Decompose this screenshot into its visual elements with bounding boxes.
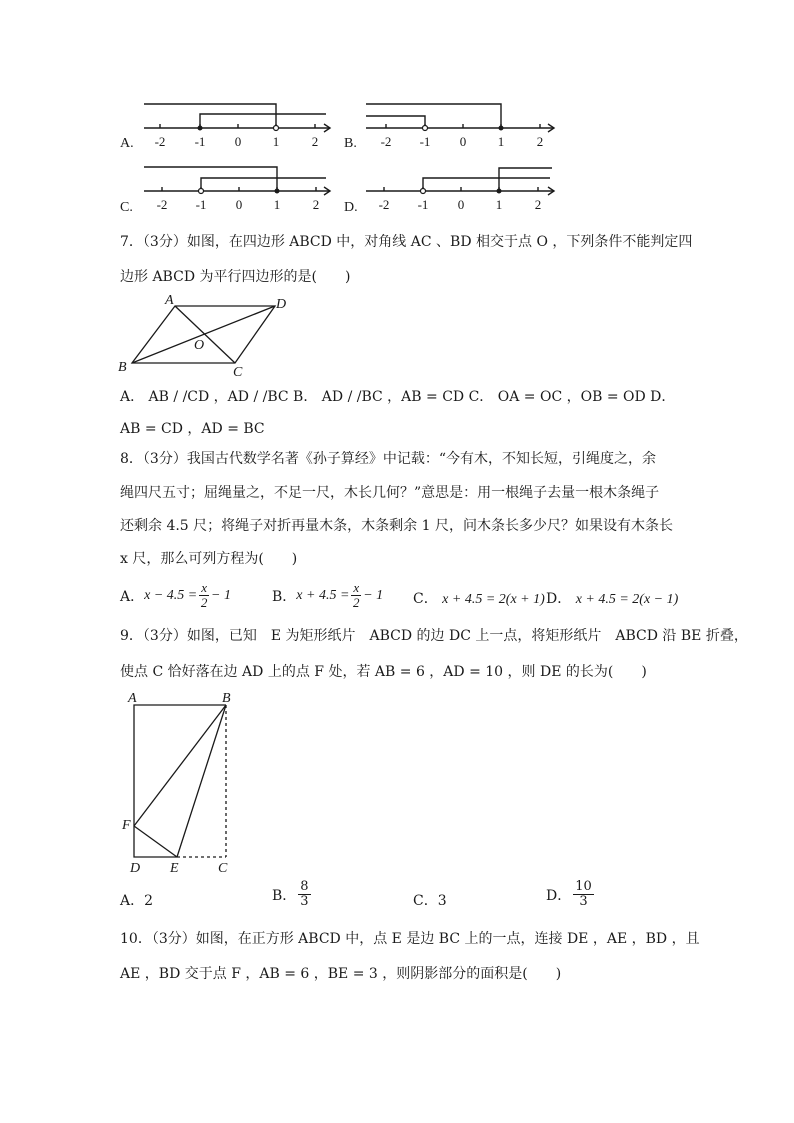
q6b-tick: 2 <box>536 134 544 149</box>
q8-option-a <box>120 581 231 610</box>
q6a-tick: 2 <box>311 134 319 149</box>
q9-rectangle-fold-figure <box>118 690 243 876</box>
q6-option-b-numberline <box>362 98 562 153</box>
q8-option-b-fraction: $\frac{x}{2}$ <box>353 580 360 610</box>
q8-option-a-post: − 1 <box>211 587 231 603</box>
q7-label-o: O <box>194 338 205 353</box>
q6b-tick: -1 <box>419 134 431 149</box>
q8-option-b-label: B． <box>272 588 297 605</box>
q9-option-a-label: A． <box>120 893 145 909</box>
q9-stem-line1: 9．（3分）如图，已知 E 为矩形纸片 ABCD 的边 DC 上一点，将矩形纸片 ABCD 沿 BE 折叠， <box>120 628 748 644</box>
q10-stem-line1: 10．（3分）如图，在正方形 ABCD 中，点 E 是边 BC 上的一点，连接 DE ，AE ，BD ，且 <box>120 931 700 947</box>
q8-option-c-label: C． <box>413 591 438 607</box>
q8-option-c-expr: x + 4.5 = 2(x + 1) <box>442 592 545 607</box>
q6c-tick: 0 <box>235 197 243 212</box>
q9-option-a <box>120 890 153 910</box>
q8-option-d <box>546 588 678 608</box>
q6-option-d-numberline <box>362 160 562 215</box>
q9-label-e: E <box>170 861 179 876</box>
q10-stem-line2: AE ，BD 交于点 F ，AB = 6 ，BE = 3 ，则阴影部分的面积是( ) <box>120 966 562 982</box>
q8-option-d-expr: x + 4.5 = 2(x − 1) <box>575 592 679 607</box>
q9-option-b-fraction: $\frac{8}{3}$ <box>300 879 309 909</box>
q6a-tick: 1 <box>272 134 280 149</box>
q6b-tick: 0 <box>459 134 467 149</box>
q9-label-b: B <box>222 691 231 706</box>
q9-option-b-label: B． <box>272 887 297 904</box>
q6d-tick: -1 <box>417 197 429 212</box>
q9-label-f: F <box>122 818 131 833</box>
q8-option-a-label: A． <box>120 588 145 605</box>
q9-option-c-label: C． <box>413 893 438 909</box>
q6c-tick: -1 <box>195 197 207 212</box>
q7-stem-line2: 边形 ABCD 为平行四边形的是( ) <box>120 269 351 285</box>
q7-stem-line1: 7．（3分）如图，在四边形 ABCD 中，对角线 AC 、BD 相交于点 O ，下列条件不能判定四 <box>120 234 693 250</box>
q7-parallelogram-figure <box>112 292 297 377</box>
q9-stem-line2: 使点 C 恰好落在边 AD 上的点 F 处，若 AB = 6 ，AD = 10 ，则 DE 的长为( ) <box>120 664 647 680</box>
q8-option-b-post: − 1 <box>363 587 384 603</box>
q9-option-d-fraction: $\frac{10}{3}$ <box>575 879 592 909</box>
q6d-tick: -2 <box>378 197 390 212</box>
q6-option-c-numberline <box>138 160 338 215</box>
q6-options <box>0 0 794 220</box>
q8-stem-line1: 8．（3分）我国古代数学名著《孙子算经》中记载：“今有木，不知长短，引绳度之，余 <box>120 451 656 467</box>
q9-option-c-value: 3 <box>437 893 447 909</box>
q7-options-line2: AB = CD ，AD = BC <box>120 421 265 437</box>
q6c-tick: 1 <box>273 197 281 212</box>
q8-option-a-pre: x − 4.5 = <box>144 587 198 603</box>
q6a-tick: 0 <box>234 134 242 149</box>
q7-label-a: A <box>165 293 174 308</box>
q9-option-b <box>272 880 313 909</box>
q6-option-d-label: D. <box>344 200 358 215</box>
q9-label-c: C <box>218 861 228 876</box>
q9-label-a: A <box>128 691 137 706</box>
q8-option-c <box>413 588 545 608</box>
q6d-tick: 0 <box>457 197 465 212</box>
q9-option-d <box>546 880 596 909</box>
q8-stem-line2: 绳四尺五寸；屈绳量之，不足一尺，木长几何？”意思是：用一根绳子去量一根木条绳子 <box>120 485 660 501</box>
q8-option-b <box>272 581 383 610</box>
q6a-tick: -2 <box>154 134 166 149</box>
q6-option-a-numberline <box>138 98 338 153</box>
q7-options-line1: A． AB / /CD ，AD / /BC B． AD / /BC ，AB = CD C． OA = OC ，OB = OD D． <box>120 389 676 405</box>
q6c-tick: -2 <box>156 197 168 212</box>
q8-option-d-label: D． <box>546 591 572 607</box>
q7-label-c: C <box>233 365 243 377</box>
q9-option-d-label: D． <box>546 887 572 904</box>
q6-option-c-label: C. <box>120 200 133 215</box>
q8-option-b-pre: x + 4.5 = <box>296 587 350 603</box>
q6b-tick: 1 <box>497 134 505 149</box>
q6a-tick: -1 <box>194 134 206 149</box>
q9-option-a-value: 2 <box>144 893 154 909</box>
q8-stem-line3: 还剩余 4.5 尺；将绳子对折再量木条，木条剩余 1 尺，问木条长多少尺？如果设有木条长 <box>120 518 673 534</box>
q7-label-d: D <box>276 297 287 312</box>
q6d-tick: 1 <box>495 197 503 212</box>
q6b-tick: -2 <box>380 134 392 149</box>
q9-label-d: D <box>130 861 141 876</box>
q7-label-b: B <box>118 360 127 375</box>
q6-option-b-label: B. <box>344 136 357 151</box>
q6d-tick: 2 <box>534 197 542 212</box>
q8-option-a-fraction: $\frac{x}{2}$ <box>200 580 208 610</box>
q9-option-c <box>413 890 447 910</box>
q6-option-a-label: A. <box>120 136 134 151</box>
q8-stem-line4: x 尺，那么可列方程为( ) <box>120 551 298 567</box>
q6c-tick: 2 <box>312 197 320 212</box>
